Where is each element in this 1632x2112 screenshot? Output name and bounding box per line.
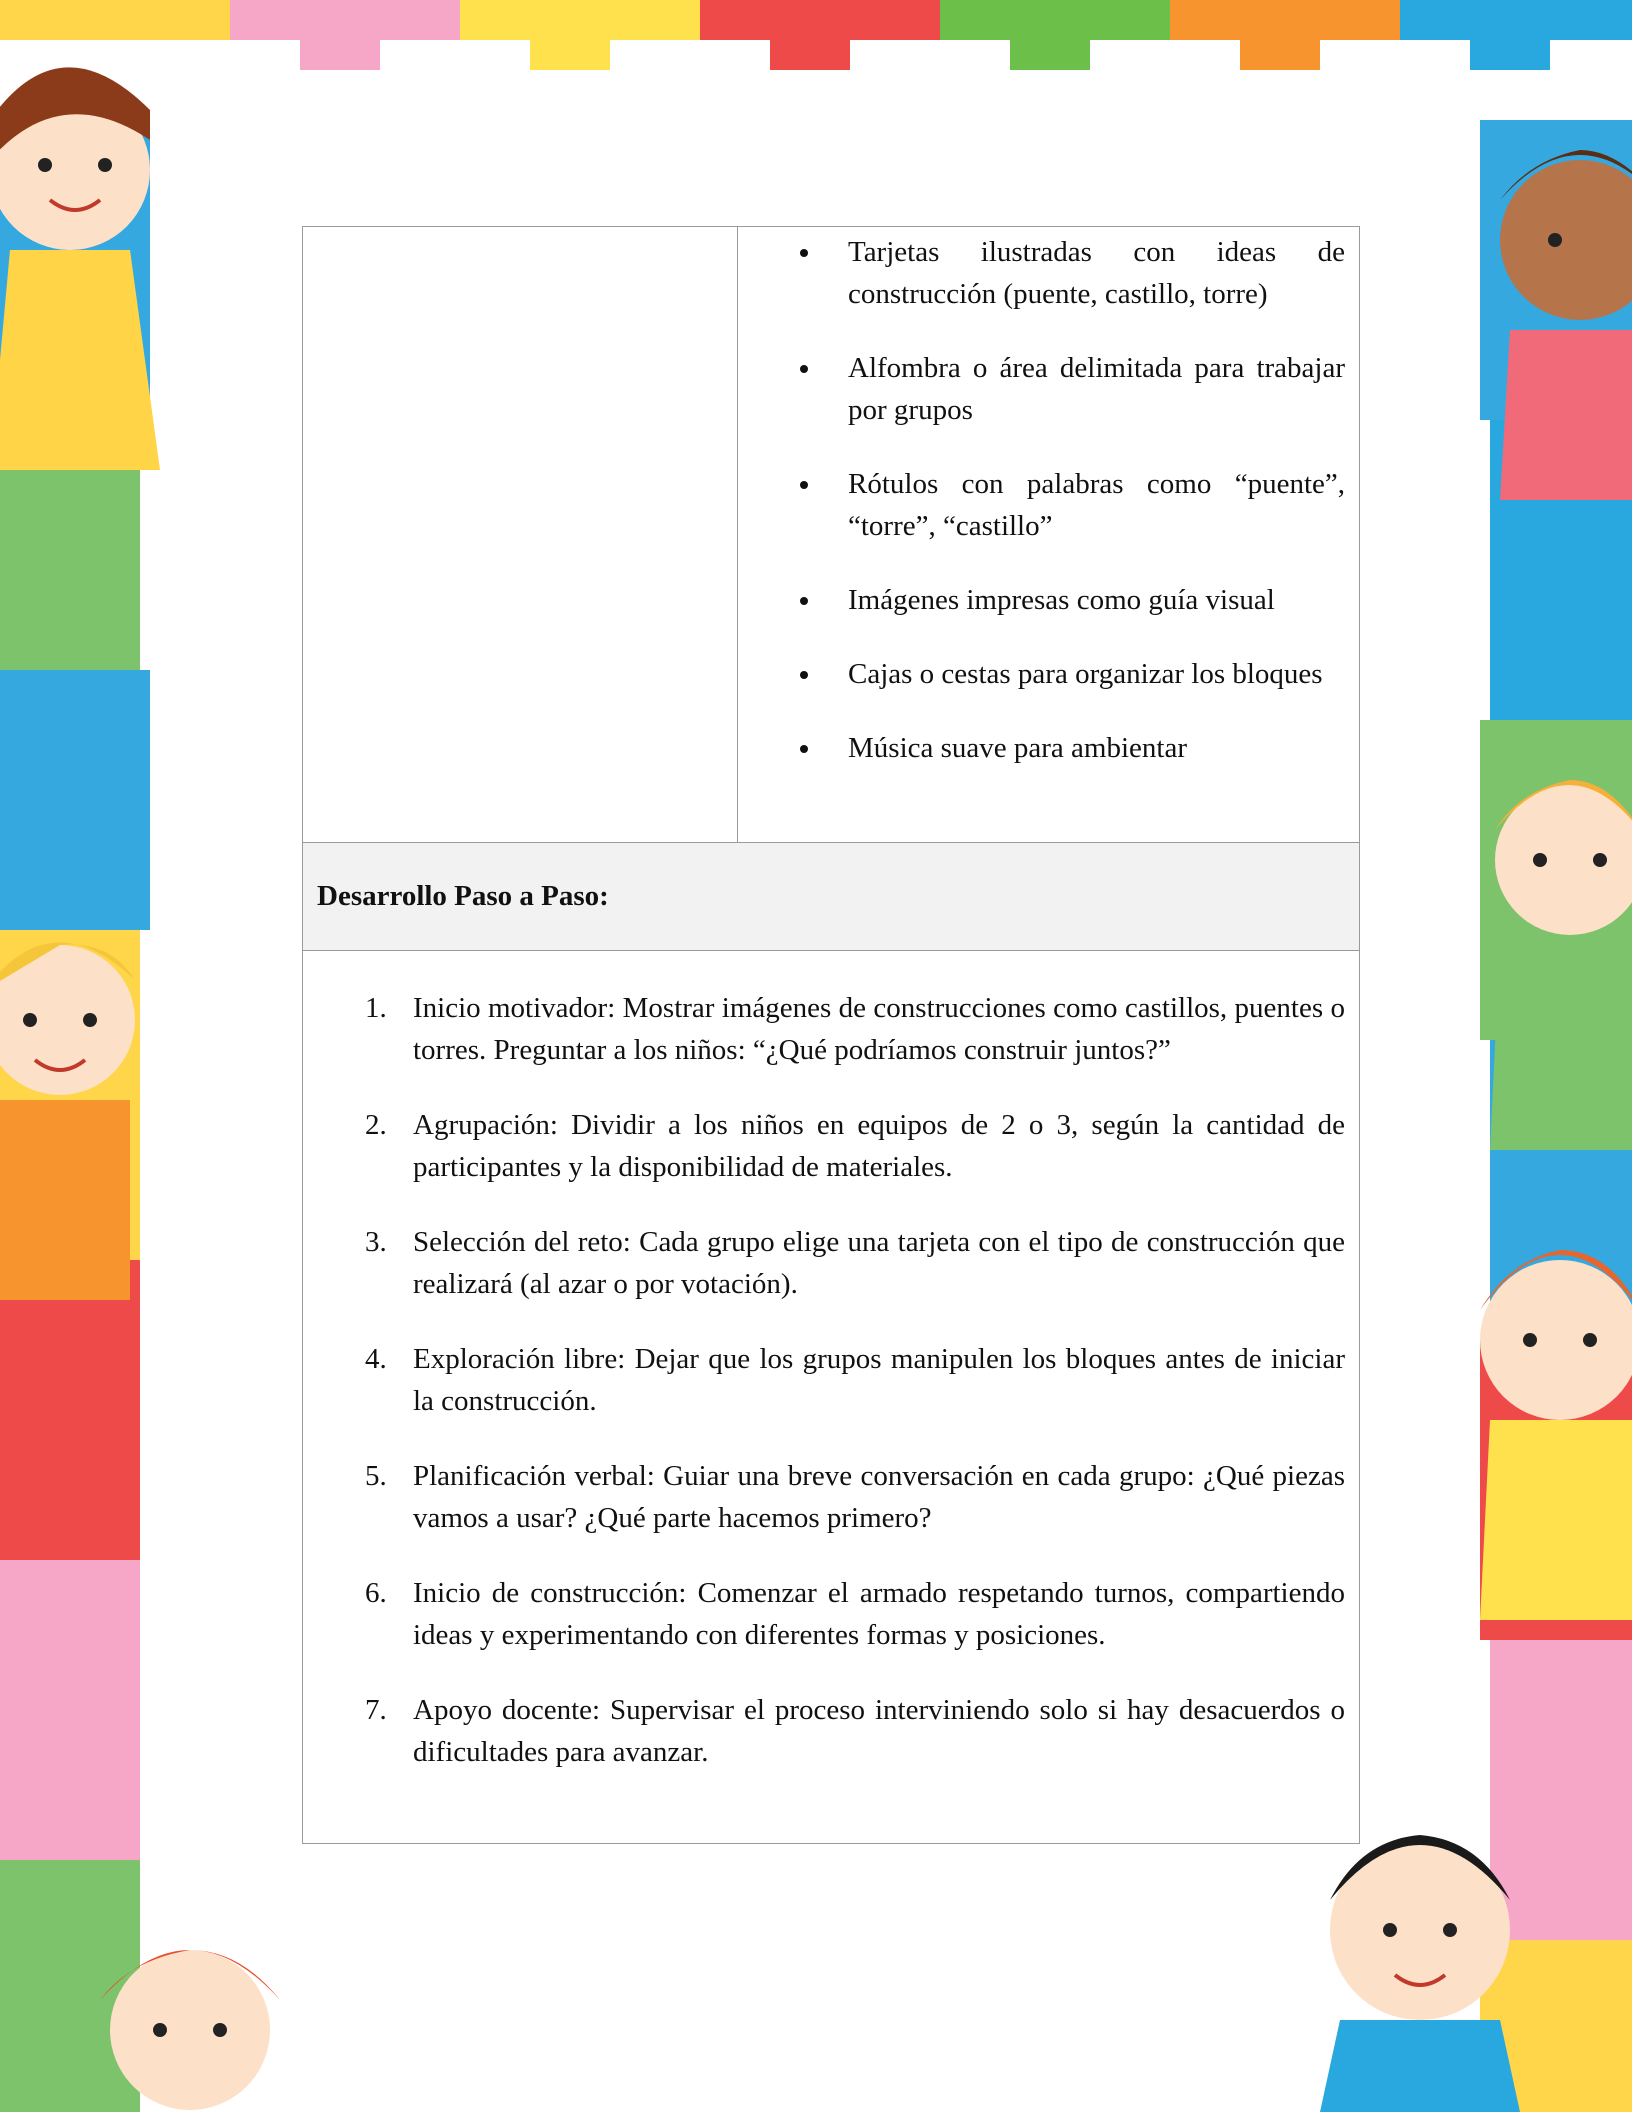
step-text: Inicio motivador: Mostrar imágenes de construcciones como castillos, puentes o torres. Preguntar a los niños: “¿Qué podríamos construir juntos?” xyxy=(413,992,1345,1066)
list-item xyxy=(303,1104,1345,1188)
top-puzzle-strip xyxy=(0,0,1632,70)
list-item: Tarjetas ilustradas con ideas de construcción (puente, castillo, torre) xyxy=(738,231,1345,315)
step-number: 7. xyxy=(365,1694,387,1726)
materials-row xyxy=(303,227,1359,843)
list-item xyxy=(303,1455,1345,1539)
bullet-icon xyxy=(800,365,808,373)
materials-list-cell xyxy=(738,227,1359,842)
step-text: Agrupación: Dividir a los niños en equipos de 2 o 3, según la cantidad de participantes y la disponibilidad de materiales. xyxy=(413,1109,1345,1183)
steps-list xyxy=(303,987,1345,1773)
step-number: 3. xyxy=(365,1226,387,1258)
step-number: 6. xyxy=(365,1577,387,1609)
development-heading-row xyxy=(303,843,1359,951)
step-text: Exploración libre: Dejar que los grupos manipulen los bloques antes de iniciar la construcción. xyxy=(413,1343,1345,1417)
list-item: Rótulos con palabras como “puente”, “torre”, “castillo” xyxy=(738,463,1345,547)
list-item: Imágenes impresas como guía visual xyxy=(738,579,1345,621)
list-item xyxy=(303,987,1345,1071)
list-item xyxy=(303,1689,1345,1773)
activity-table xyxy=(302,226,1360,1844)
materials-list xyxy=(738,231,1345,769)
list-item xyxy=(303,1338,1345,1422)
list-item xyxy=(303,1572,1345,1656)
list-item: Alfombra o área delimitada para trabajar por grupos xyxy=(738,347,1345,431)
bullet-icon xyxy=(800,597,808,605)
bullet-icon xyxy=(800,745,808,753)
step-number: 1. xyxy=(365,992,387,1024)
section-heading: Desarrollo Paso a Paso: xyxy=(317,880,609,912)
list-item xyxy=(303,1221,1345,1305)
bullet-icon xyxy=(800,671,808,679)
step-number: 2. xyxy=(365,1109,387,1141)
step-text: Apoyo docente: Supervisar el proceso interviniendo solo si hay desacuerdos o dificultades para avanzar. xyxy=(413,1694,1345,1768)
bullet-icon xyxy=(800,481,808,489)
bullet-icon xyxy=(800,249,808,257)
step-text: Planificación verbal: Guiar una breve conversación en cada grupo: ¿Qué piezas vamos a usar? ¿Qué parte hacemos primero? xyxy=(413,1460,1345,1534)
materials-label-cell xyxy=(303,227,738,842)
development-steps-row xyxy=(303,951,1359,1843)
step-number: 4. xyxy=(365,1343,387,1375)
step-text: Selección del reto: Cada grupo elige una tarjeta con el tipo de construcción que realizará (al azar o por votación). xyxy=(413,1226,1345,1300)
step-number: 5. xyxy=(365,1460,387,1492)
step-text: Inicio de construcción: Comenzar el armado respetando turnos, compartiendo ideas y experimentando con diferentes formas y posiciones. xyxy=(413,1577,1345,1651)
list-item: Música suave para ambientar xyxy=(738,727,1345,769)
list-item: Cajas o cestas para organizar los bloques xyxy=(738,653,1345,695)
